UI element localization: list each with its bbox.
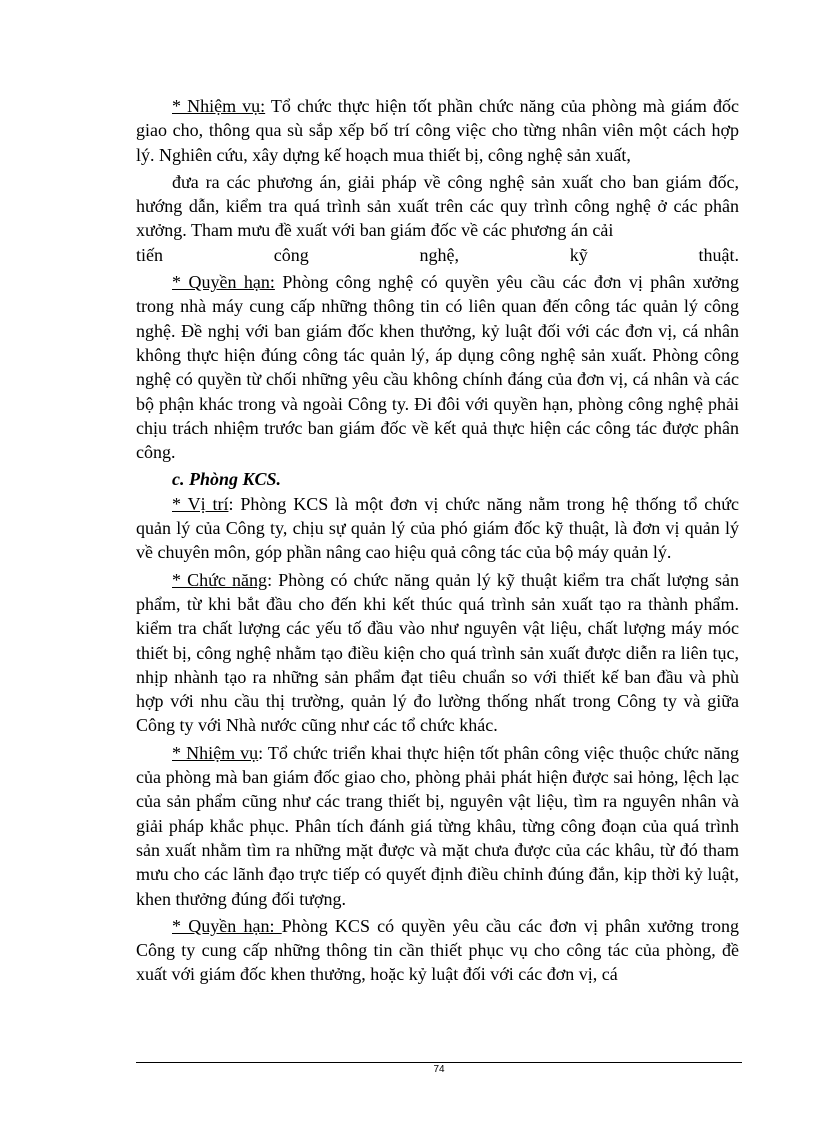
paragraph-text: : Tổ chức triển khai thực hiện tốt phân công việc thuộc chức năng của phòng mà ban giám đốc giao cho, phòng phải phát hiện được sai hỏng, lệch lạc của sản phẩm cũng như các trang thiết bị, nguyên vật liệu, tìm ra nguyên nhân và giải pháp khắc phục. Phân tích đánh giá từng khâu, từng công đoạn của quá trình sản xuất nhằm tìm ra những mặt được và mặt chưa được của các khâu, từ đó tham mưu cho các lãnh đạo trực tiếp có quyết định điều chỉnh đúng đắn, kịp thời kỷ luật, khen thưởng đúng đối tượng.: [136, 742, 739, 909]
paragraph-quyen-han-kcs: [136, 914, 739, 987]
paragraph-text: : Phòng KCS là một đơn vị chức năng nằm trong hệ thống tổ chức quản lý của Công ty, chịu sự quản lý của phó giám đốc kỹ thuật, là đơn vị quản lý về chuyên môn, góp phần nâng cao hiệu quả công tác của bộ máy quản lý.: [136, 493, 739, 563]
word: nghệ,: [419, 244, 459, 265]
word: thuật.: [698, 244, 739, 265]
paragraph-vi-tri: [136, 492, 739, 565]
label-quyen-han: * Quyền hạn:: [172, 272, 275, 293]
paragraph-text: Tổ chức thực hiện tốt phần chức năng của phòng mà giám đốc giao cho, thông qua sù sắp xếp bố trí công việc cho từng nhân viên một cách hợp lý. Nghiên cứu, xây dựng kế hoạch mua thiết bị, công nghệ sản xuất,: [136, 96, 739, 165]
paragraph-text: Phòng công nghệ có quyền yêu cầu các đơn vị phân xưởng trong nhà máy cung cấp những thông tin có liên quan đến công tác quản lý công nghệ. Đề nghị với ban giám đốc khen thưởng, kỷ luật đối với các đơn vị, cá nhân không thực hiện đúng công tác quản lý, áp dụng công nghệ sản xuất. Phòng công nghệ có quyền từ chối những yêu cầu không chính đáng của đơn vị, cá nhân và các bộ phận khác trong và ngoài Công ty. Đi đôi với quyền hạn, phòng công nghệ phải chịu trách nhiệm trước ban giám đốc về kết quả thực hiện các công tác được phân công.: [136, 272, 740, 463]
paragraph-nhiem-vu-kcs: [136, 741, 739, 911]
spread-line: [136, 243, 739, 267]
word: công: [273, 244, 309, 265]
section-heading-kcs: c. Phòng KCS.: [172, 469, 282, 490]
paragraph-nhiem-vu-cong-nghe: [136, 94, 739, 167]
word: tiến: [136, 244, 163, 265]
label-quyen-han: * Quyền hạn:: [172, 915, 282, 936]
page-number: 74: [433, 1064, 445, 1075]
paragraph-quyen-han-cong-nghe: [136, 270, 739, 464]
footer-divider: [136, 1062, 742, 1063]
paragraph-text: : Phòng có chức năng quản lý kỹ thuật kiểm tra chất lượng sản phẩm, từ khi bắt đầu cho đến khi kết thúc quá trình sản xuất tạo ra thành phẩm. kiểm tra chất lượng các yếu tố đầu vào như nguyên vật liệu, chất lượng máy móc thiết bị, công nghệ nhằm tạo điều kiện cho quá trình sản xuất được diễn ra liên tục, nhịp nhành tạo ra những sản phẩm đạt tiêu chuẩn so với thiết kế ban đầu và phù hợp với nhu cầu thị trường, quản lý đo lường thống nhất trong Công ty và giữa Công ty với Nhà nước cũng như các tổ chức khác.: [136, 569, 739, 736]
word: kỹ: [569, 244, 588, 265]
paragraph-nhiem-vu-continued: đưa ra các phương án, giải pháp về công nghệ sản xuất cho ban giám đốc, hướng dẫn, kiểm tra quá trình sản xuất trên các quy trình công nghệ ở các phân xưởng. Tham mưu đề xuất với ban giám đốc về các phương án cải: [136, 171, 739, 241]
paragraph-chuc-nang: [136, 568, 739, 738]
label-vi-tri: * Vị trí: [172, 493, 229, 514]
paragraph-text: Phòng KCS có quyền yêu cầu các đơn vị phân xưởng trong Công ty cung cấp những thông tin cần thiết phục vụ cho công tác của phòng, đề xuất với giám đốc khen thưởng, hoặc kỷ luật đối với các đơn vị, cá: [136, 915, 739, 985]
body-text: [136, 94, 739, 987]
label-nhiem-vu: * Nhiệm vụ:: [172, 96, 266, 116]
label-chuc-nang: * Chức năng: [172, 569, 268, 590]
label-nhiem-vu: * Nhiệm vụ: [172, 742, 259, 763]
